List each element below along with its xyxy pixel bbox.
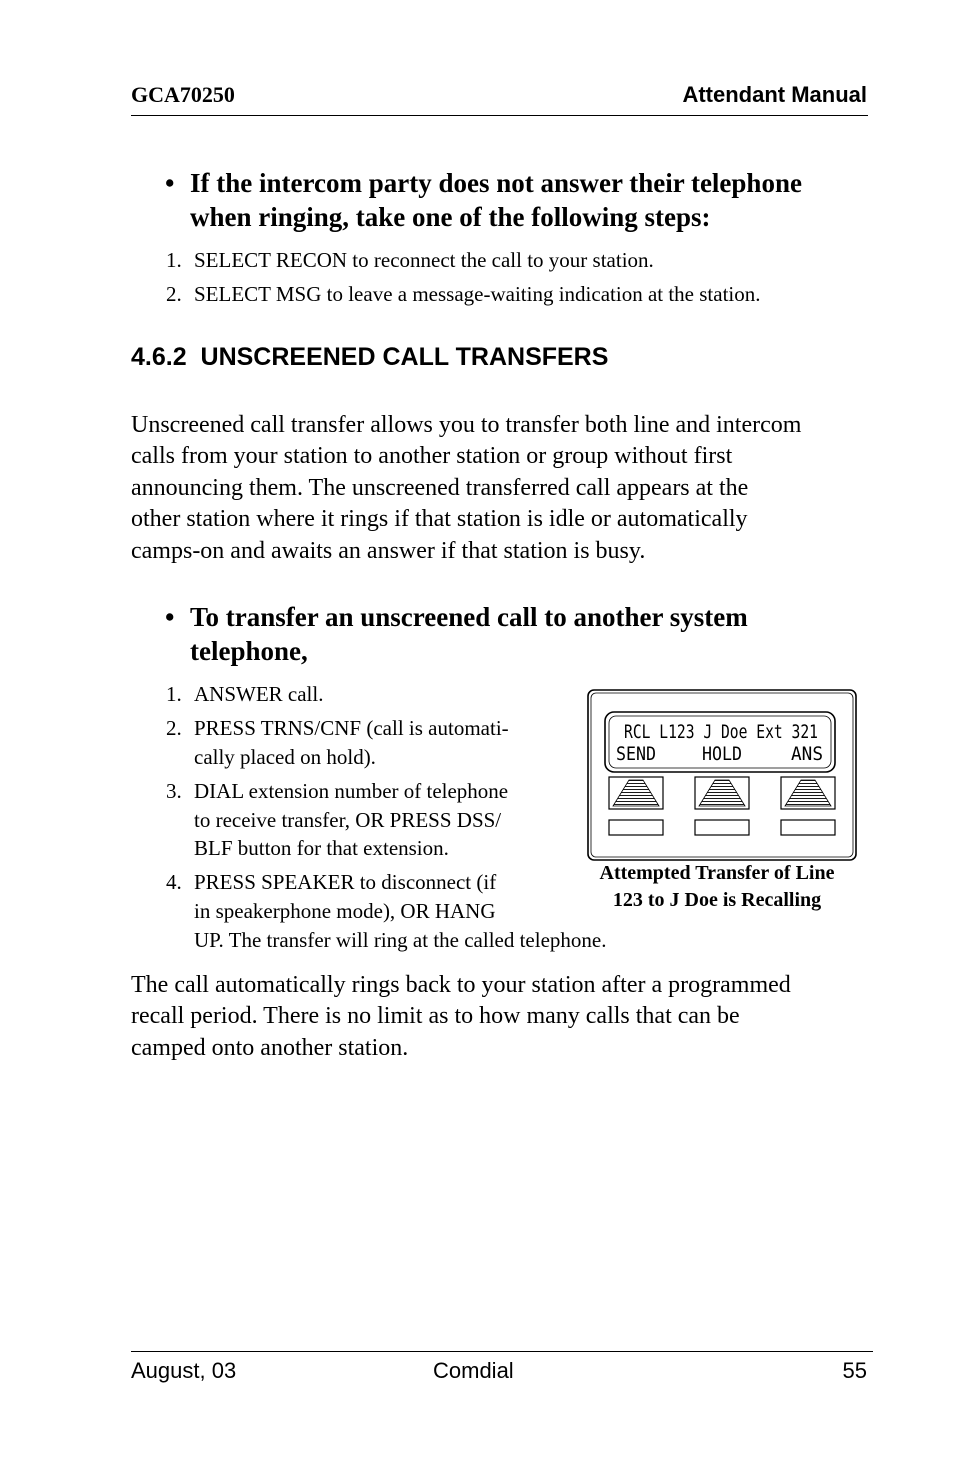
step-text: UP. The transfer will ring at the called telephone.	[194, 928, 607, 952]
transfer-step-2	[166, 714, 586, 774]
step-text: cally placed on hold).	[194, 745, 376, 769]
step-number: 4.	[166, 870, 182, 894]
step-text: ANSWER call.	[194, 682, 324, 706]
paragraph-line: Unscreened call transfer allows you to transfer both line and intercom	[131, 412, 802, 438]
section-heading	[131, 343, 608, 372]
section-number: 4.6.2	[131, 343, 187, 371]
paragraph-line: The call automatically rings back to your station after a programmed	[131, 972, 791, 998]
footer-company: Comdial	[433, 1358, 514, 1383]
softkey-led-2	[695, 820, 749, 835]
heading-line: To transfer an unscreened call to another system	[190, 602, 748, 632]
paragraph-line: recall period. There is no limit as to how many calls that can be	[131, 1003, 740, 1030]
lcd-line-1: RCL L123 J Doe Ext 321	[624, 721, 818, 743]
step-text: in speakerphone mode), OR HANG	[194, 899, 496, 923]
step-text: PRESS TRNS/CNF (call is automati-	[194, 716, 509, 740]
softkey-label-send: SEND	[616, 743, 656, 765]
paragraph-line: calls from your station to another station or group without first	[131, 443, 733, 470]
transfer-procedure-heading	[165, 600, 885, 670]
softkey-led-3	[781, 820, 835, 835]
heading-line: when ringing, take one of the following steps:	[190, 202, 711, 232]
paragraph-line: other station where it rings if that station is idle or automatically	[131, 506, 748, 533]
figure-caption	[583, 860, 851, 914]
header-rule	[131, 115, 868, 116]
paragraph-line: camped onto another station.	[131, 1034, 409, 1061]
bullet-glyph: •	[165, 168, 175, 198]
header-doc-id: GCA70250	[131, 82, 235, 107]
section-title: UNSCREENED CALL TRANSFERS	[200, 343, 609, 371]
softkey-label-hold: HOLD	[702, 743, 742, 765]
caption-line: 123 to J Doe is Recalling	[612, 889, 822, 911]
step-number: 1.	[166, 248, 182, 272]
step-text: SELECT MSG to leave a message-waiting indication at the station.	[194, 282, 761, 306]
transfer-step-3	[166, 777, 586, 865]
step-number: 3.	[166, 779, 182, 803]
step-text: PRESS SPEAKER to disconnect (if	[194, 870, 497, 894]
intercom-step-1	[166, 246, 886, 276]
heading-line: telephone,	[190, 636, 308, 666]
intercom-step-2	[166, 280, 886, 310]
caption-line: Attempted Transfer of Line	[599, 862, 835, 884]
step-text: BLF button for that extension.	[194, 836, 449, 860]
softkey-led-1	[609, 820, 663, 835]
telephone-display-figure	[587, 689, 857, 861]
header-manual-title: Attendant Manual	[682, 82, 867, 107]
footer-date: August, 03	[131, 1358, 237, 1383]
step-text: DIAL extension number of telephone	[194, 779, 509, 803]
softkey-button-2[interactable]	[695, 777, 749, 809]
transfer-step-1	[166, 680, 586, 710]
step-text: to receive transfer, OR PRESS DSS/	[194, 807, 502, 832]
softkey-button-3[interactable]	[781, 777, 835, 809]
footer-page-number: 55	[842, 1358, 867, 1383]
intercom-no-answer-heading	[165, 166, 885, 236]
section-intro-paragraph	[131, 410, 871, 567]
step-number: 2.	[166, 716, 182, 740]
softkey-button-1[interactable]	[609, 777, 663, 809]
step-text: SELECT RECON to reconnect the call to your station.	[194, 248, 654, 272]
step-number: 2.	[166, 282, 182, 306]
paragraph-line: camps-on and awaits an answer if that station is busy.	[131, 537, 646, 564]
paragraph-line: announcing them. The unscreened transferred call appears at the	[131, 474, 749, 501]
step-number: 1.	[166, 682, 182, 706]
footer-rule	[131, 1351, 873, 1352]
heading-line: If the intercom party does not answer their telephone	[190, 168, 802, 198]
bullet-glyph: •	[165, 602, 175, 632]
softkey-label-ans: ANS	[791, 743, 823, 765]
closing-paragraph	[131, 970, 871, 1064]
